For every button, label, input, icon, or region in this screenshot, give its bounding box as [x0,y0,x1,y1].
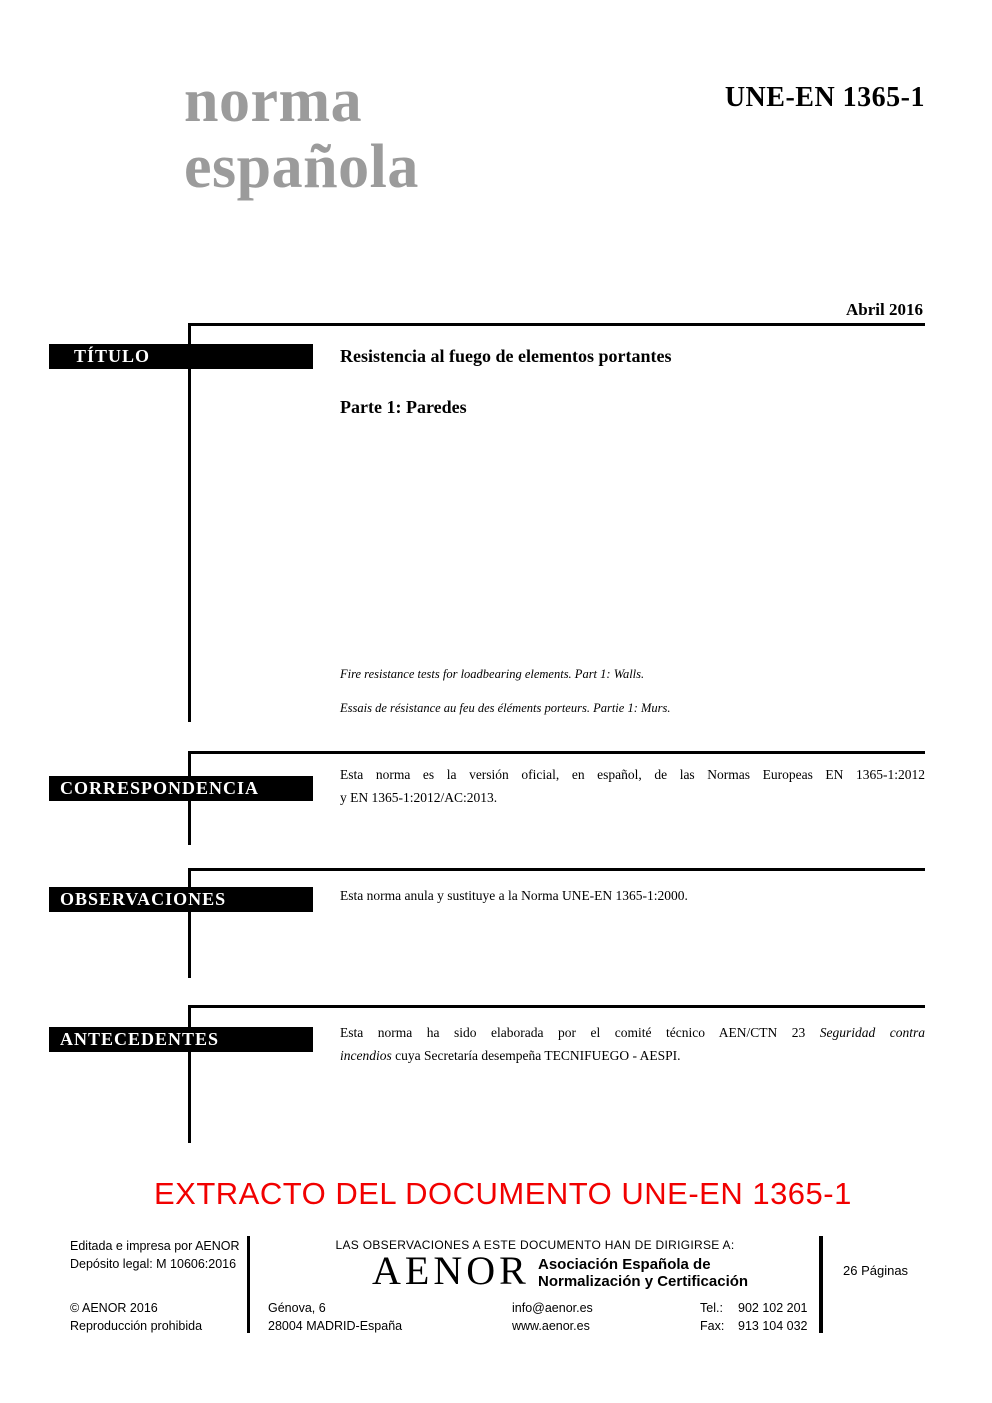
antecedentes-line1-regular: Esta norma ha sido elaborada por el comité técnico AEN/CTN 23 [340,1025,806,1040]
footer-telephone [700,1299,808,1317]
footer-observations-notice: LAS OBSERVACIONES A ESTE DOCUMENTO HAN DE DIRIGIRSE A: [335,1238,735,1252]
antecedentes-line2-regular: cuya Secretaría desempeña TECNIFUEGO - AESPI. [395,1048,681,1063]
footer-legal-deposit: Depósito legal: M 10606:2016 [70,1257,237,1271]
correspondencia-text [340,763,925,809]
aenor-logo: AENOR [372,1248,530,1293]
footer-publisher-block [70,1237,240,1273]
footer-copyright-block [70,1299,202,1335]
titulo-label-bar: TÍTULO [49,344,313,369]
correspondencia-line-2: y EN 1365-1:2012/AC:2013. [340,790,498,805]
footer-published-by: Editada e impresa por AENOR [70,1239,240,1253]
correspondencia-top-rule [188,751,925,754]
antecedentes-line-1 [340,1021,925,1044]
page-count: 26 Páginas [843,1263,909,1278]
observaciones-label-bar: OBSERVACIONES [49,887,313,912]
document-subtitle: Parte 1: Paredes [340,397,467,417]
logo-word-espanola: española [184,133,419,201]
title-english: Fire resistance tests for loadbearing elements. Part 1: Walls. [340,667,645,681]
title-french: Essais de résistance au feu des éléments porteurs. Partie 1: Murs. [340,701,671,715]
standard-code: UNE-EN 1365-1 [724,82,925,113]
logo-word-norma: norma [184,67,363,135]
document-title: Resistencia al fuego de elementos portantes [340,346,672,366]
aenor-organization-name [538,1256,748,1290]
footer-tel-label: Tel.: [700,1301,723,1315]
extract-heading: EXTRACTO DEL DOCUMENTO UNE-EN 1365-1 [154,1176,852,1211]
publication-date: Abril 2016 [846,300,923,319]
footer-phone-block [700,1299,808,1335]
antecedentes-top-rule [188,1005,925,1008]
footer-fax-label: Fax: [700,1319,725,1333]
correspondencia-line-1: Esta norma es la versión oficial, en español, de las Normas Europeas EN 1365-1:2012 [340,767,925,782]
footer-email: info@aenor.es [512,1301,593,1315]
antecedentes-line-2 [340,1044,925,1067]
antecedentes-line2-italic: incendios [340,1048,392,1063]
footer-street: Génova, 6 [268,1301,326,1315]
footer-address-block [268,1299,402,1335]
antecedentes-label-bar: ANTECEDENTES [49,1027,313,1052]
titulo-top-rule [188,323,925,326]
footer-contact-web-block [512,1299,593,1335]
footer-copyright: © AENOR 2016 [70,1301,158,1315]
footer-website: www.aenor.es [512,1319,590,1333]
aenor-org-line-1: Asociación Española de [538,1256,711,1273]
norma-espanola-logo [184,68,419,200]
titulo-vertical-rule [188,323,191,722]
aenor-org-line-2: Normalización y Certificación [538,1273,749,1290]
antecedentes-text [340,1021,925,1067]
footer-city: 28004 MADRID-España [268,1319,403,1333]
footer-fax [700,1317,808,1335]
footer-fax-number: 913 104 032 [738,1319,808,1333]
correspondencia-label-bar: CORRESPONDENCIA [49,776,313,801]
antecedentes-vertical-rule [188,1005,191,1143]
observaciones-text: Esta norma anula y sustituye a la Norma UNE-EN 1365-1:2000. [340,888,688,903]
footer-tel-number: 902 102 201 [738,1301,808,1315]
observaciones-top-rule [188,868,925,871]
observaciones-vertical-rule [188,868,191,978]
footer-reproduction-notice: Reproducción prohibida [70,1319,203,1333]
antecedentes-line1-italic: Seguridad contra [819,1025,926,1040]
